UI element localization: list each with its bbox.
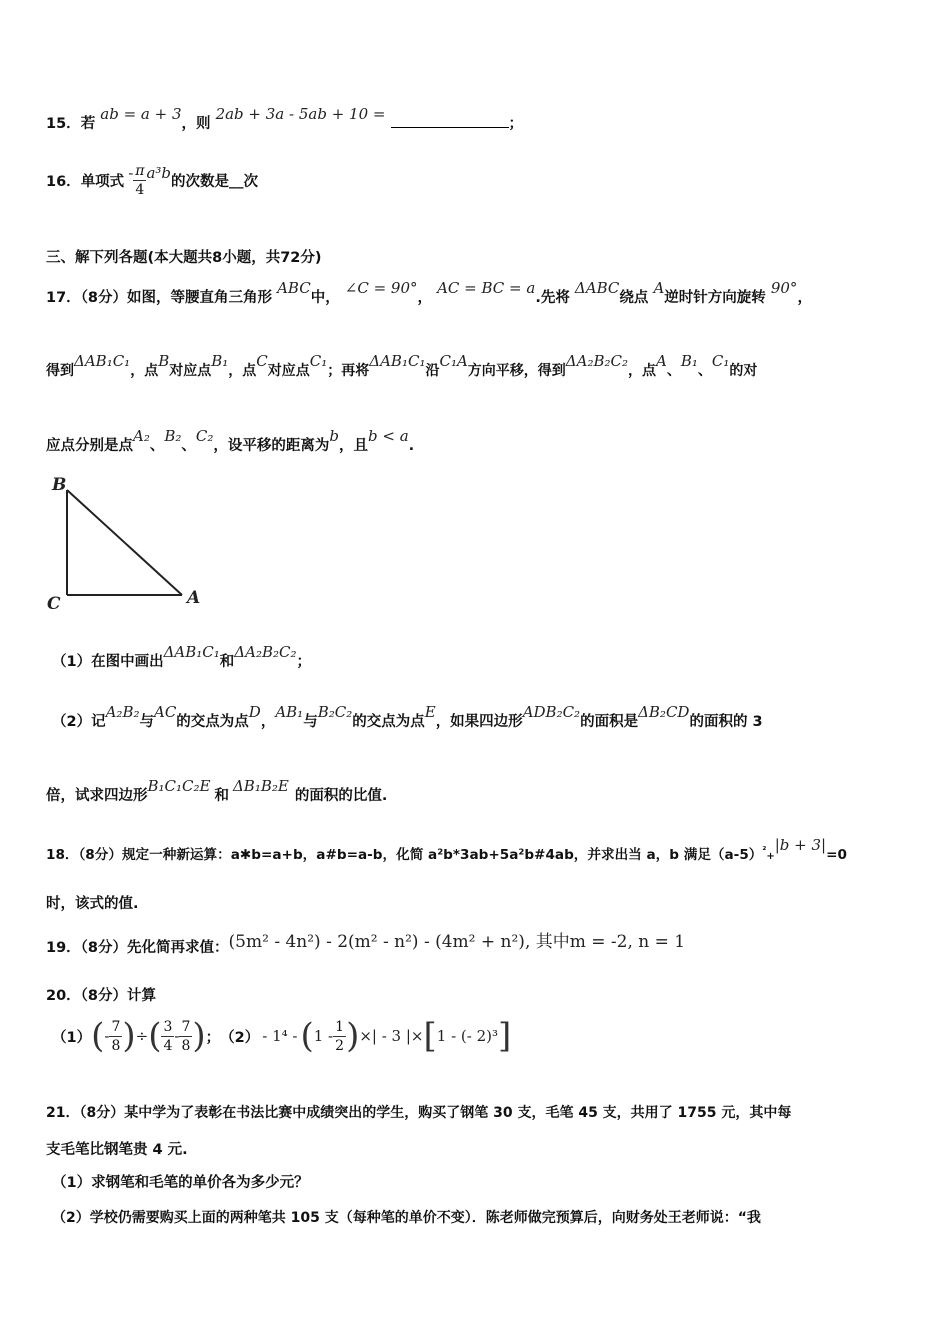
q17-l2-b1b: B₁ — [680, 352, 698, 370]
q20-frac-d-num: 1 — [335, 1018, 345, 1035]
question-16 — [46, 162, 258, 199]
q17-l2-sep2: 、 — [697, 363, 712, 379]
q17-l2-sep1: 、 — [666, 363, 681, 379]
q17-l2-pt: ，点 — [628, 363, 657, 379]
q20-paren-close-1: ) — [122, 1016, 136, 1056]
q17-p2-inter1: 的交点为点 — [176, 714, 249, 730]
q17-p2-quad: ADB₂C₂ — [522, 703, 581, 721]
q17-l2-again: ；再将 — [327, 363, 370, 379]
q20-frac-a-num: 7 — [111, 1018, 121, 1035]
q17-degree: 90° — [770, 279, 798, 297]
q17-rotate: 逆时针方向旋转 — [664, 290, 766, 306]
q15-then: ，则 — [181, 116, 211, 132]
q17-triangle: ΔABC — [574, 279, 620, 297]
q16-fraction — [133, 162, 146, 199]
q17-p2-tri2: ΔB₁B₂E — [232, 777, 289, 795]
q17-p2-ac: AC — [153, 703, 177, 721]
q17-l3-bvar: b — [329, 427, 340, 445]
q17-around: 绕点 — [619, 290, 649, 306]
q17-l2-get: 得到 — [46, 363, 74, 379]
q17-l2-pc: ，点 — [228, 363, 257, 379]
q17-p2-with2: 与 — [303, 714, 318, 730]
q17-abc: ABC — [277, 279, 311, 297]
q20-sep: ； — [205, 1029, 221, 1046]
triangle-label-a: A — [187, 588, 201, 608]
q17-end-1: ， — [797, 290, 812, 306]
q15-expression: 2ab + 3a - 5ab + 10 = — [215, 105, 386, 123]
q20-paren-open-2: ( — [148, 1016, 162, 1056]
q17-l2-c1: C₁ — [309, 352, 328, 370]
q17-l2-along: 沿 — [425, 363, 440, 379]
q17-p2-inter2: 的交点为点 — [352, 714, 425, 730]
q16-frac-den: 4 — [135, 182, 145, 198]
q17-l3-c: ，且 — [339, 438, 369, 454]
q17-p2-comma: ， — [260, 714, 276, 730]
q17-l3-a2: A₂ — [133, 427, 150, 445]
q17-l2-b1: B₁ — [211, 352, 229, 370]
q17-l2-a: A — [656, 352, 667, 370]
q20-frac-a — [109, 1018, 122, 1055]
q17-l2-pb: ，点 — [130, 363, 159, 379]
q20-p2-start: - 1⁴ - — [262, 1027, 298, 1045]
q17-l3-s1: 、 — [149, 438, 165, 454]
q17-l3-d: . — [408, 438, 415, 454]
q17-l2-corr2: 对应点 — [267, 363, 310, 379]
q17-p1-and: 和 — [219, 654, 235, 670]
q17-p2-tri: ΔB₂CD — [638, 703, 690, 721]
q20-frac-d-den: 2 — [335, 1037, 345, 1054]
q16-frac-num: π — [135, 163, 145, 179]
q17-p2-ratio: 的面积的比值. — [294, 788, 388, 804]
q17-l2-c: C — [256, 352, 268, 370]
q16-blank[interactable]: __ — [229, 172, 244, 189]
q17-l2-corr1: 对应点 — [169, 363, 212, 379]
question-20-heading: 20．（8分）计算 — [46, 988, 157, 1004]
q20-frac-c-den: 8 — [181, 1037, 191, 1054]
q20-frac-b — [161, 1018, 174, 1055]
q18-plus: + — [766, 851, 775, 862]
question-18-line-1 — [46, 836, 847, 863]
section-3-heading: 三、解下列各题(本大题共8小题，共72分) — [46, 250, 322, 266]
q20-paren-close-2: ) — [192, 1016, 206, 1056]
q17-l2-dir: 方向平移，得到 — [467, 363, 566, 379]
q20-minus-1: - — [104, 1027, 110, 1045]
q17-p2-quad2: B₁C₁C₂E — [147, 777, 211, 795]
q17-text-a: 如图，等腰直角三角形 — [127, 290, 273, 306]
q17-l2-c1a: C₁A — [439, 352, 468, 370]
q17-score: （8分） — [80, 290, 128, 306]
q17-point-a: A — [653, 279, 665, 297]
q17-l2-c1b: C₁ — [711, 352, 730, 370]
q20-p2-end: 1 - (- 2)³ — [436, 1027, 499, 1045]
q20-frac-c — [179, 1018, 192, 1055]
q17-l2-tri2: ΔA₂B₂C₂ — [565, 352, 629, 370]
q17-l3-c2: C₂ — [195, 427, 214, 445]
question-17-part-1 — [52, 643, 312, 671]
q17-p2-b2c2: B₂C₂ — [317, 703, 353, 721]
q16-unit: 次 — [243, 174, 259, 190]
q17-p2-a2b2: A₂B₂ — [105, 703, 140, 721]
question-19 — [46, 932, 685, 957]
q17-p2-label: （2）记 — [52, 714, 106, 730]
q20-frac-b-den: 4 — [163, 1037, 173, 1054]
q17-p2-with: 与 — [139, 714, 154, 730]
q17-mid: 中， — [310, 290, 340, 306]
q20-bracket-close: ] — [498, 1016, 512, 1056]
q15-end: ； — [508, 116, 524, 132]
q20-minus-2: - — [174, 1027, 180, 1045]
q17-number: 17． — [46, 290, 81, 306]
q18-abs: |b + 3| — [774, 836, 827, 854]
question-17-part-2-line-1 — [52, 703, 763, 731]
q17-p2-d: D — [248, 703, 261, 721]
question-15 — [46, 105, 524, 133]
q20-frac-a-den: 8 — [111, 1037, 121, 1054]
q17-l3-a: 应点分别是点 — [46, 438, 133, 454]
question-17-line-1 — [46, 279, 812, 307]
triangle-label-b: B — [52, 475, 67, 495]
q16-sign: - — [128, 163, 134, 182]
q15-condition: ab = a + 3 — [100, 105, 182, 123]
q19-expression: (5m² - 4n²) - 2(m² - n²) - (4m² + n²), 其中m = -2, n = 1 — [228, 932, 686, 952]
question-17-part-2-line-2 — [46, 777, 388, 805]
q20-p1-label: （1） — [52, 1029, 92, 1046]
q17-l2-tri1b: ΔAB₁C₁ — [369, 352, 426, 370]
q20-paren-close-3: ) — [346, 1016, 360, 1056]
q17-l3-b2: B₂ — [164, 427, 182, 445]
q17-comma: ， — [417, 290, 433, 306]
question-21-part-1: （1）求钢笔和毛笔的单价各为多少元？ — [52, 1175, 309, 1191]
question-17-line-2 — [46, 352, 758, 380]
q16-label: 单项式 — [80, 174, 125, 190]
q17-l2-b: B — [158, 352, 170, 370]
q17-p1-end: ； — [296, 654, 312, 670]
q15-if: 若 — [80, 116, 96, 132]
question-21-line-1: 21．（8分）某中学为了表彰在书法比赛中成绩突出的学生，购买了钢笔 30 支，毛笔 45 支，共用了 1755 元，其中每 — [46, 1105, 792, 1121]
q17-p2-e: E — [424, 703, 436, 721]
q17-p2-and: 和 — [214, 788, 229, 804]
q17-p1-tri2: ΔA₂B₂C₂ — [234, 643, 297, 661]
q18-eq0: =0 — [826, 847, 847, 863]
q16-tail: 的次数是 — [171, 174, 230, 190]
q20-frac-d — [333, 1018, 346, 1055]
q18-square: ² — [762, 846, 767, 856]
q17-l2-of: 的对 — [729, 363, 758, 379]
q17-l3-b: ，设平移的距离为 — [213, 438, 330, 454]
question-21-line-2: 支毛笔比钢笔贵 4 元. — [46, 1142, 188, 1158]
q17-p2-times: 的面积的 3 — [689, 714, 763, 730]
q17-l3-s2: 、 — [181, 438, 196, 454]
q20-frac-c-num: 7 — [181, 1018, 191, 1035]
q20-paren-open-3: ( — [300, 1016, 314, 1056]
q17-text-b: .先将 — [535, 290, 570, 306]
q17-p2-area: 的面积是 — [580, 714, 639, 730]
q20-p2-label: （2） — [220, 1029, 260, 1046]
triangle-label-c: C — [47, 594, 61, 614]
triangle-side-ab — [67, 490, 182, 595]
triangle-figure — [40, 470, 220, 620]
q17-p2-if: ，如果四边形 — [435, 714, 523, 730]
q20-paren-open-1: ( — [91, 1016, 105, 1056]
q15-number: 15． — [46, 116, 81, 132]
q17-p1-label: （1）在图中画出 — [52, 654, 164, 670]
q17-l3-ineq: b < a — [368, 427, 409, 445]
q15-answer-blank[interactable] — [391, 113, 509, 128]
q20-bracket-open: [ — [423, 1016, 437, 1056]
question-21-part-2: （2）学校仍需要购买上面的两种笔共 105 支（每种笔的单价不变）．陈老师做完预算后，向财务处王老师说：“我 — [52, 1210, 761, 1226]
q20-frac-b-num: 3 — [163, 1018, 173, 1035]
q17-p2-l2a: 倍，试求四边形 — [46, 788, 148, 804]
q20-divide: ÷ — [135, 1027, 149, 1045]
q19-label: 19．（8分）先化简再求值： — [46, 940, 229, 956]
q17-p1-tri1: ΔAB₁C₁ — [163, 643, 220, 661]
q17-p2-ab1: AB₁ — [275, 703, 304, 721]
q16-number: 16． — [46, 174, 81, 190]
q16-monomial: a³b — [146, 163, 172, 182]
q17-sides: AC = BC = a — [437, 279, 536, 297]
q17-l2-tri1: ΔAB₁C₁ — [74, 352, 131, 370]
q17-angle: ∠C = 90° — [344, 279, 418, 297]
question-17-line-3 — [46, 427, 415, 455]
q18-text: 18．（8分）规定一种新运算：a✱b=a+b，a#b=a-b，化简 a²b*3ab+5a²b#4ab，并求出当 a，b 满足（a-5） — [46, 847, 763, 863]
question-20-parts — [52, 1016, 511, 1056]
q20-p2-mid: ×| - 3 |× — [359, 1027, 424, 1045]
q20-p2-one: 1 - — [313, 1027, 334, 1045]
question-18-line-2: 时，该式的值. — [46, 896, 139, 912]
